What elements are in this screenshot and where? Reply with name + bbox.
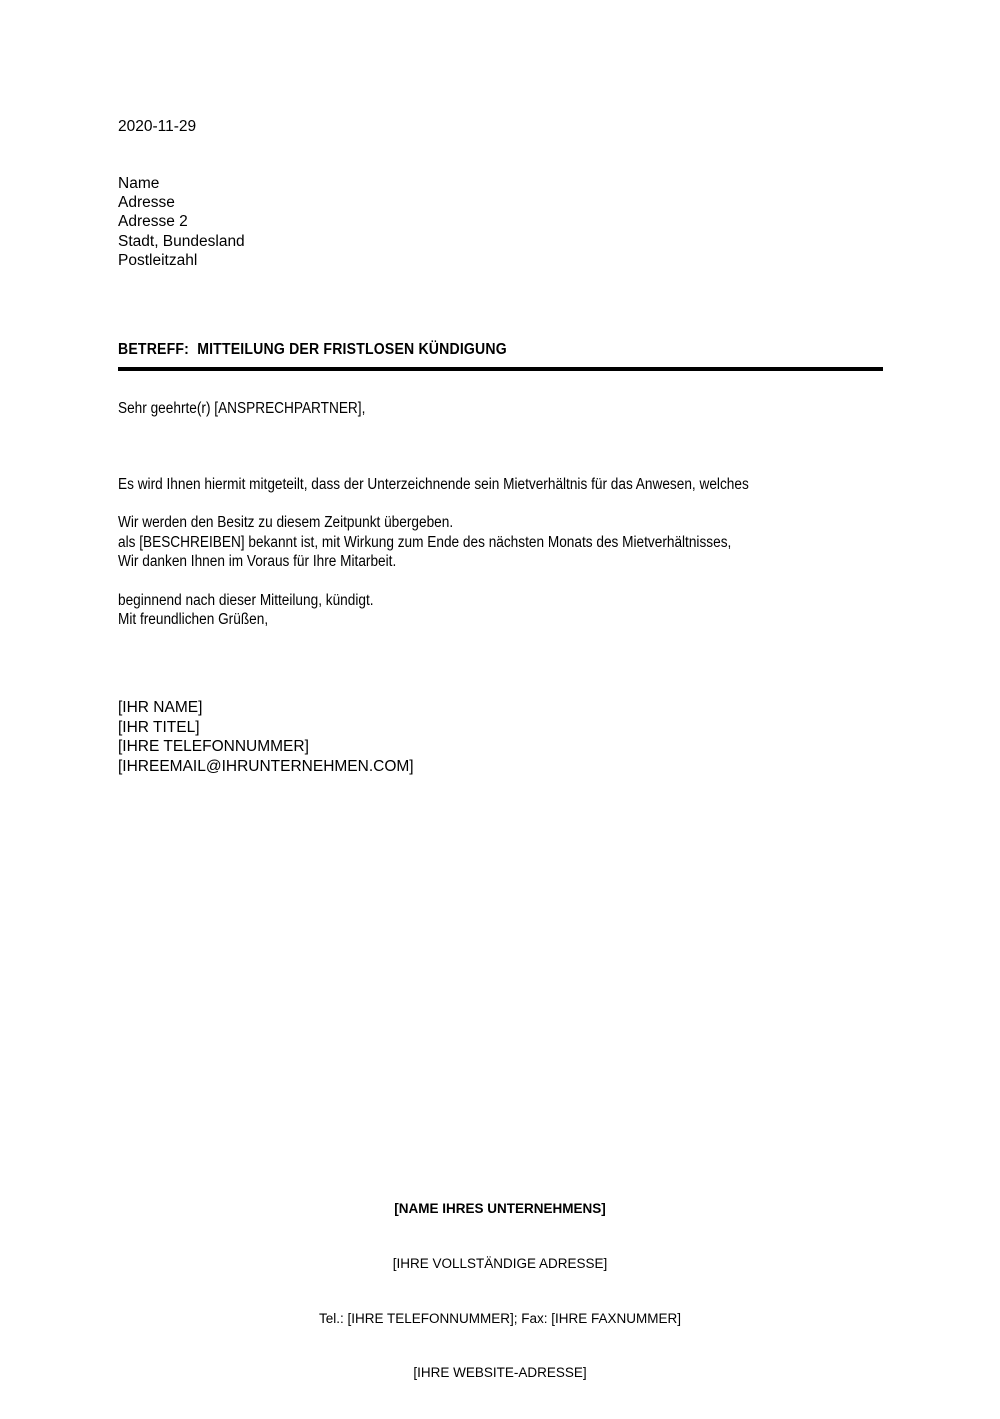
body-paragraph-1-line-1: Es wird Ihnen hiermit mitgeteilt, dass der Unterzeichnende sein Mietverhältnis für das Anwesen, welches (118, 476, 749, 494)
recipient-city-state: Stadt, Bundesland (118, 232, 245, 250)
signature-email: [IHREEMAIL@IHRUNTERNEHMEN.COM] (118, 757, 414, 775)
footer-block (0, 1164, 1000, 1419)
signature-phone: [IHRE TELEFONNUMMER] (118, 738, 309, 755)
recipient-postal-code: Postleitzahl (118, 251, 198, 269)
recipient-name: Name (118, 175, 160, 192)
footer-company-address: [IHRE VOLLSTÄNDIGE ADRESSE] (392, 1256, 608, 1272)
signature-title: [IHR TITEL] (118, 718, 200, 736)
closing-phrase: Mit freundlichen Grüßen, (118, 611, 269, 628)
letter-date: 2020-11-29 (118, 118, 197, 135)
body-paragraph-2: Wir werden den Besitz zu diesem Zeitpunkt übergeben. (118, 514, 454, 531)
footer-phone-fax: Tel.: [IHRE TELEFONNUMMER]; Fax: [IHRE FAXNUMMER] (318, 1310, 682, 1326)
footer-website: [IHRE WEBSITE-ADRESSE] (413, 1365, 587, 1381)
recipient-address-block (118, 174, 245, 270)
subject-heading: BETREFF: MITTEILUNG DER FRISTLOSEN KÜNDIGUNG (118, 341, 507, 358)
recipient-address-line-1: Adresse (118, 194, 175, 212)
body-paragraph-3: Wir danken Ihnen im Voraus für Ihre Mitarbeit. (118, 553, 397, 570)
subject-underline-rule (118, 367, 883, 371)
signature-block (118, 698, 414, 776)
body-paragraph-1-line-2: als [BESCHREIBEN] bekannt ist, mit Wirkung zum Ende des nächsten Monats des Mietverhältnisses, (118, 534, 732, 552)
footer-company-name: [NAME IHRES UNTERNEHMENS] (394, 1201, 606, 1217)
signature-name: [IHR NAME] (118, 699, 203, 716)
body-paragraph-1-line-3: beginnend nach dieser Mitteilung, kündigt. (118, 591, 374, 609)
salutation: Sehr geehrte(r) [ANSPRECHPARTNER], (118, 400, 366, 417)
recipient-address-line-2: Adresse 2 (118, 213, 188, 231)
